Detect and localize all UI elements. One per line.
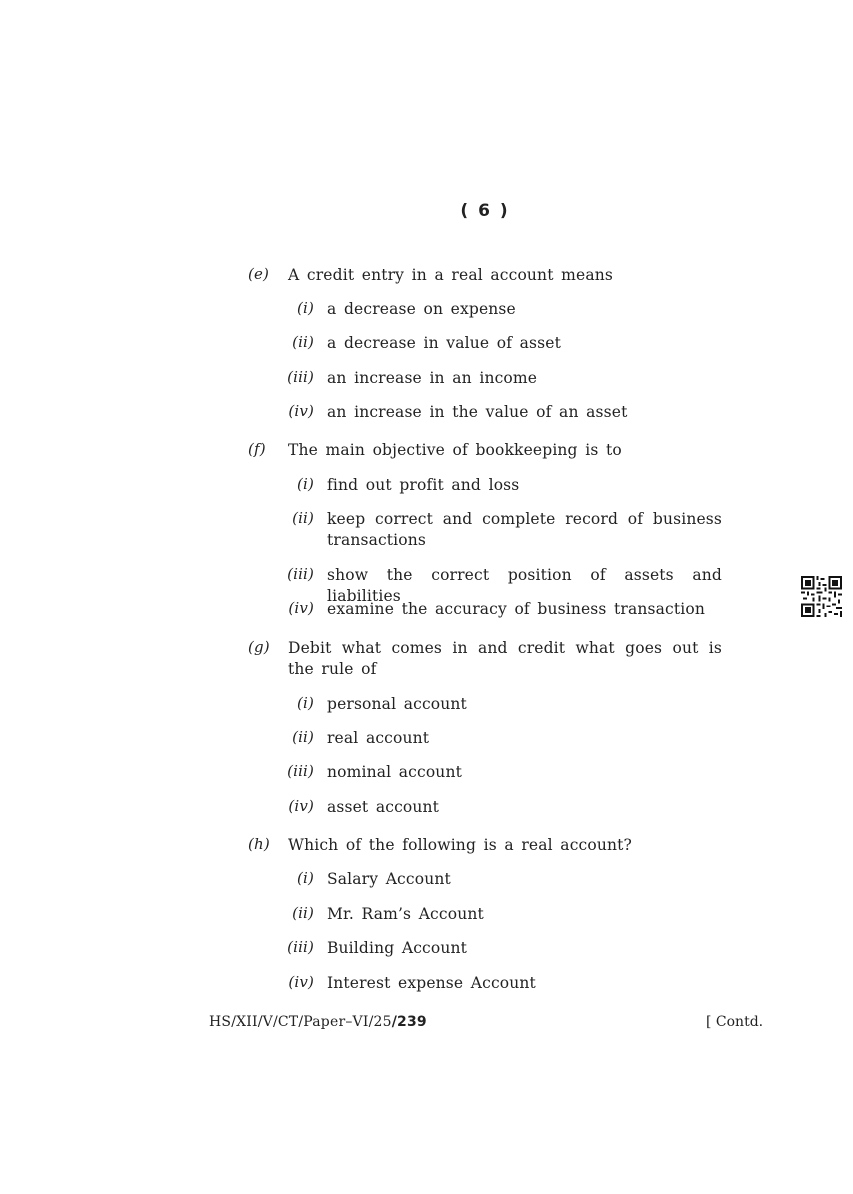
option-label: (ii): [292, 728, 314, 746]
option-text: personal account: [327, 695, 467, 713]
question-text: Which of the following is a real account?: [288, 836, 632, 854]
question-text: A credit entry in a real account means: [288, 266, 613, 284]
option-text: Mr. Ram’s Account: [327, 905, 484, 923]
paper-code: [209, 1014, 427, 1030]
option-text: show the correct position of assets and liabilities: [327, 566, 722, 605]
option-label: (iv): [288, 797, 314, 815]
option-label: (iii): [287, 762, 314, 780]
option-label: (i): [297, 694, 314, 712]
question-text: Debit what comes in and credit what goes out is the rule of: [288, 639, 722, 678]
option-text: a decrease on expense: [327, 300, 516, 318]
option-label: (iv): [288, 973, 314, 991]
option-text: Salary Account: [327, 870, 451, 888]
option-label: (ii): [292, 904, 314, 922]
option-label: (iii): [287, 368, 314, 386]
question-label: (g): [248, 638, 270, 656]
option-text: Building Account: [327, 939, 467, 957]
option-text: Interest expense Account: [327, 974, 536, 992]
option-text: find out profit and loss: [327, 476, 520, 494]
option-text: keep correct and complete record of business transactions: [327, 510, 722, 549]
option-text: nominal account: [327, 763, 462, 781]
option-text: an increase in the value of an asset: [327, 403, 628, 421]
option-text: an increase in an income: [327, 369, 538, 387]
question-text: The main objective of bookkeeping is to: [288, 441, 622, 459]
option-label: (i): [297, 869, 314, 887]
option-label: (i): [297, 475, 314, 493]
question-label: (e): [248, 265, 270, 283]
option-label: (ii): [292, 509, 314, 527]
option-label: (iii): [287, 565, 314, 583]
option-label: (ii): [292, 333, 314, 351]
option-label: (iii): [287, 938, 314, 956]
option-text: examine the accuracy of business transaction: [327, 600, 705, 618]
option-label: (i): [297, 299, 314, 317]
continued-note: [ Contd.: [706, 1014, 764, 1030]
paper-code-prefix: HS/XII/V/CT/Paper–VI/25: [209, 1014, 392, 1030]
qr-code-icon: [801, 576, 842, 617]
question-label: (h): [248, 835, 270, 853]
option-label: (iv): [288, 402, 314, 420]
question-label: (f): [248, 440, 266, 458]
option-text: real account: [327, 729, 430, 747]
option-text: a decrease in value of asset: [327, 334, 561, 352]
option-label: (iv): [288, 599, 314, 617]
paper-code-number: /239: [391, 1014, 427, 1030]
option-text: asset account: [327, 798, 440, 816]
page-number: ( 6 ): [460, 201, 510, 221]
